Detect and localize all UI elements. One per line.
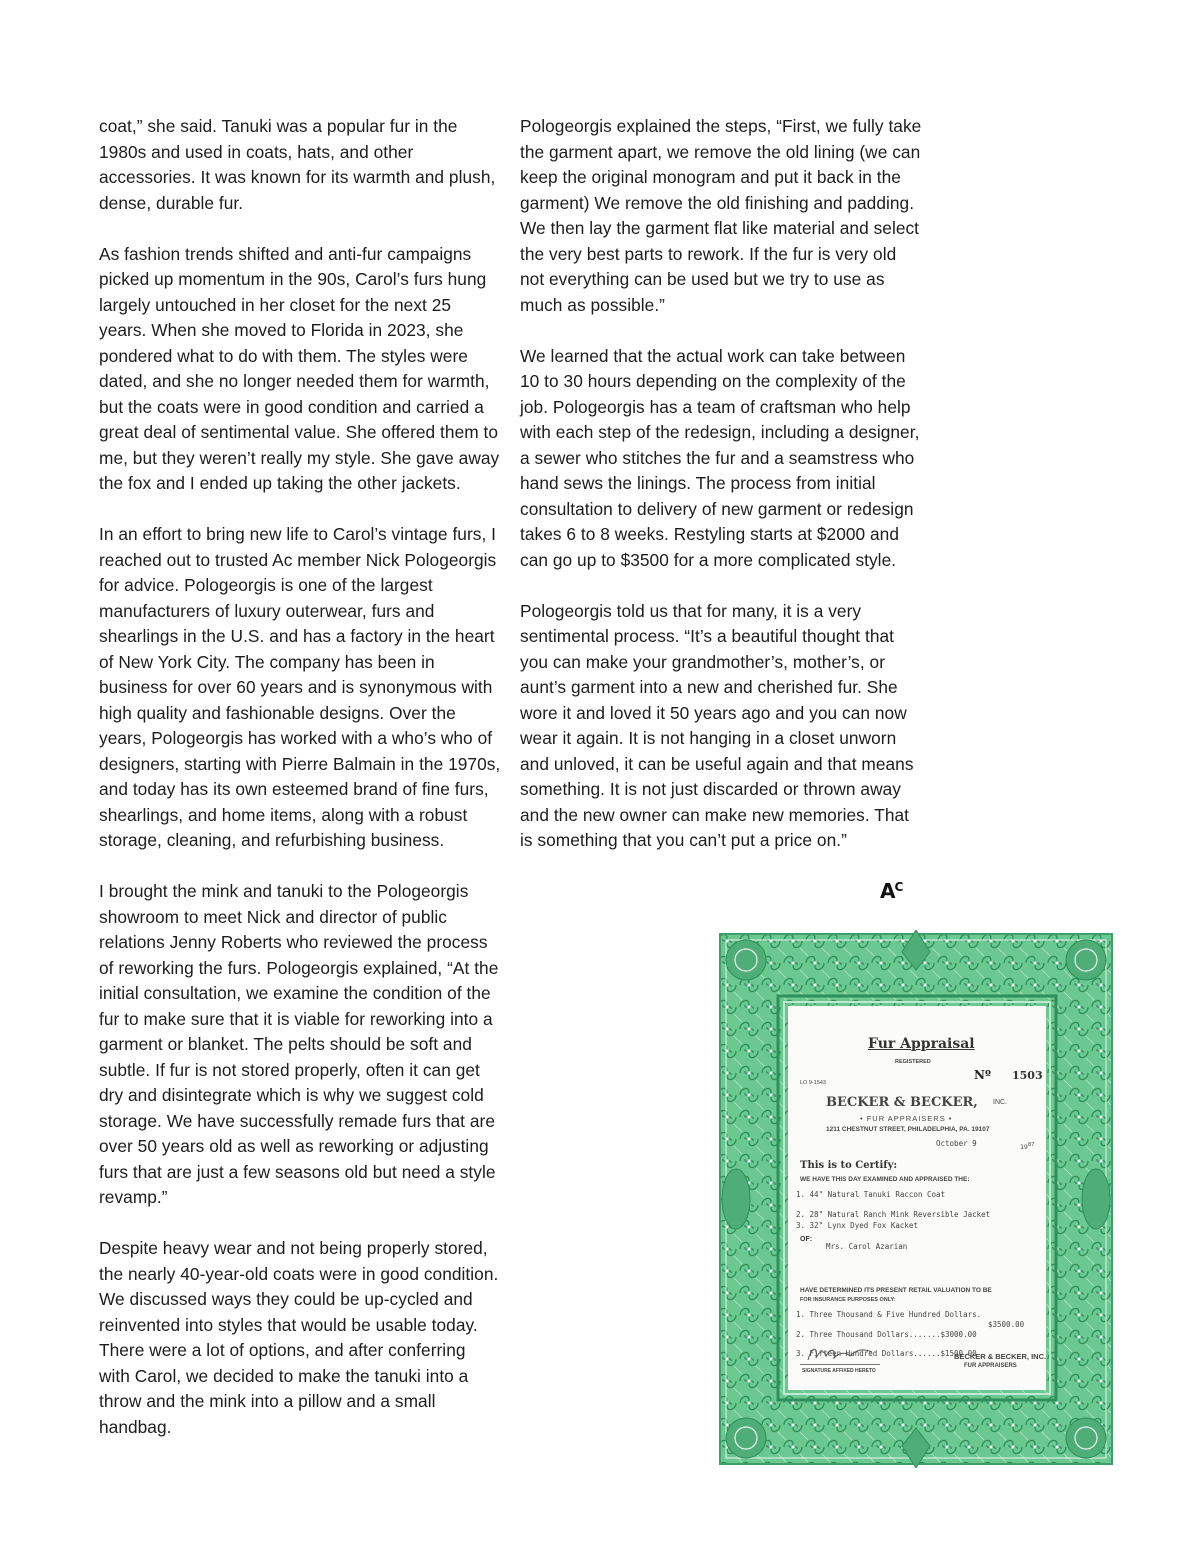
certificate-title: Fur Appraisal — [868, 1036, 975, 1052]
paragraph: Despite heavy wear and not being properly stored, the nearly 40-year-old coats were in good condition. We discussed ways they could be up-cycled and reinvented into styles that would be usable today. There were a lot of options, and after conferring with Carol, we decided to make the tanuki into a throw and the mink into a pillow and a small handbag. — [99, 1238, 499, 1437]
firm-name: BECKER & BECKER, — [826, 1095, 978, 1110]
signature-scribble — [806, 1344, 876, 1364]
firm-tagline: • FUR APPRAISERS • — [860, 1114, 953, 1123]
valuation-amount: 3. Fifteen Hundred Dollars......$1500.00 — [796, 1349, 977, 1358]
valuation-amount: 2. Three Thousand Dollars.......$3000.00 — [796, 1330, 977, 1339]
paragraph: We learned that the actual work can take between 10 to 30 hours depending on the complexity of the job. Pologeorgis has a team of craftsman who help with each step of the redesign, including a designer, a sewer who stitches the fur and a seamstress who hand sews the linings. The process from initial consultation to delivery of new garment or redesign takes 6 to 8 weeks. Restyling starts at $2000 and can go up to $3500 for a more complicated style. — [520, 345, 920, 570]
registered-label: REGISTERED — [895, 1059, 931, 1065]
certificate-number: 1503 — [1012, 1069, 1043, 1082]
appraised-item: 2. 28" Natural Ranch Mink Reversible Jacket — [796, 1210, 991, 1219]
paragraph: Pologeorgis told us that for many, it is a very sentimental process. “It’s a beautiful thought that you can make your grandmother’s, mother’s, or aunt’s garment into a new and cherished fur. She wore it and loved it 50 years ago and you can now wear it again. It is not hanging in a closet unworn and unloved, it can be useful again and that means something. It is not just discarded or thrown away and the new owner can make new memories. That is something that you can’t put a price on.” — [520, 600, 914, 850]
phone-code: LO 9-1543 — [800, 1080, 826, 1086]
appraised-item: 1. 44" Natural Tanuki Raccon Coat — [796, 1190, 946, 1199]
paragraph: In an effort to bring new life to Carol’s vintage furs, I reached out to trusted Ac member Nick Pologeorgis for advice. Pologeorgis is one of the largest manufacturers of luxury outerwear, furs and shearlings in the U.S. and has a factory in the heart of New York City. The company has been in business for over 60 years and is synonymous with high quality and fashionable designs. Over the years, Pologeorgis has worked with a who’s who of designers, starting with Pierre Balmain in the 1970s, and today has its own esteemed brand of fine furs, shearlings, and home items, along with a robust storage, cleaning, and refurbishing business. — [99, 524, 501, 850]
insurance-note: FOR INSURANCE PURPOSES ONLY: — [800, 1297, 896, 1303]
footer-firm: BECKER & BECKER, INC. — [954, 1352, 1047, 1361]
certificate-paper — [788, 1006, 1046, 1390]
signature-line — [800, 1364, 880, 1365]
valuation-amount: $3500.00 — [988, 1320, 1025, 1329]
paragraph: As fashion trends shifted and anti-fur campaigns picked up momentum in the 90s, Carol’s furs hung largely untouched in her closet for the next 25 years. When she moved to Florida in 2023, she pondered what to do with them. The styles were dated, and she no longer needed them for warmth, but the coats were in good condition and carried a great deal of sentimental value. She offered them to me, but they weren’t really my style. She gave away the fox and I ended up taking the other jackets. — [99, 243, 500, 493]
number-label: Nº — [974, 1068, 991, 1082]
certify-heading: This is to Certify: — [800, 1160, 898, 1171]
owner-label: OF: — [800, 1236, 813, 1243]
article-left-column — [99, 114, 501, 1466]
end-mark-logo: $A^C$ — [880, 879, 903, 903]
owner-name: Mrs. Carol Azarian — [826, 1242, 908, 1251]
fur-appraisal-certificate — [716, 930, 1116, 1468]
valuation-statement: HAVE DETERMINED ITS PRESENT RETAIL VALUATION TO BE — [800, 1287, 992, 1294]
footer-appraisers: FUR APPRAISERS — [964, 1363, 1017, 1369]
signature-label: SIGNATURE AFFIXED HERETO — [802, 1368, 876, 1374]
appraisal-year: $19^{87}$ — [1020, 1142, 1035, 1152]
valuation-amount: 1. Three Thousand & Five Hundred Dollars. — [796, 1310, 982, 1319]
firm-address: 1211 CHESTNUT STREET, PHILADELPHIA, PA. 19107 — [826, 1126, 990, 1133]
paragraph: I brought the mink and tanuki to the Pologeorgis showroom to meet Nick and director of public relations Jenny Roberts who reviewed the process of reworking the furs. Pologeorgis explained, “At the initial consultation, we examine the condition of the fur to make sure that it is viable for reworking into a garment or blanket. The pelts should be soft and subtle. If fur is not stored properly, often it can get dry and disintegrate which is why we suggest cold storage. We have successfully remade furs that are over 50 years old as well as reworking or adjusting furs that are just a few seasons old but need a style revamp.” — [99, 881, 499, 1207]
paragraph: coat,” she said. Tanuki was a popular fur in the 1980s and used in coats, hats, and other accessories. It was known for its warmth and plush, dense, durable fur. — [99, 116, 496, 213]
article-right-column — [520, 114, 922, 879]
examined-statement: WE HAVE THIS DAY EXAMINED AND APPRAISED THE: — [800, 1176, 970, 1183]
appraised-item: 3. 32" Lynx Dyed Fox Kacket — [796, 1221, 918, 1230]
firm-inc: INC. — [993, 1099, 1007, 1106]
appraisal-date: October 9 — [936, 1139, 977, 1148]
paragraph: Pologeorgis explained the steps, “First, we fully take the garment apart, we remove the old lining (we can keep the original monogram and put it back in the garment) We remove the old finishing and padding. We then lay the garment flat like material and select the very best parts to rework. If the fur is very old not everything can be used but we try to use as much as possible.” — [520, 116, 922, 315]
